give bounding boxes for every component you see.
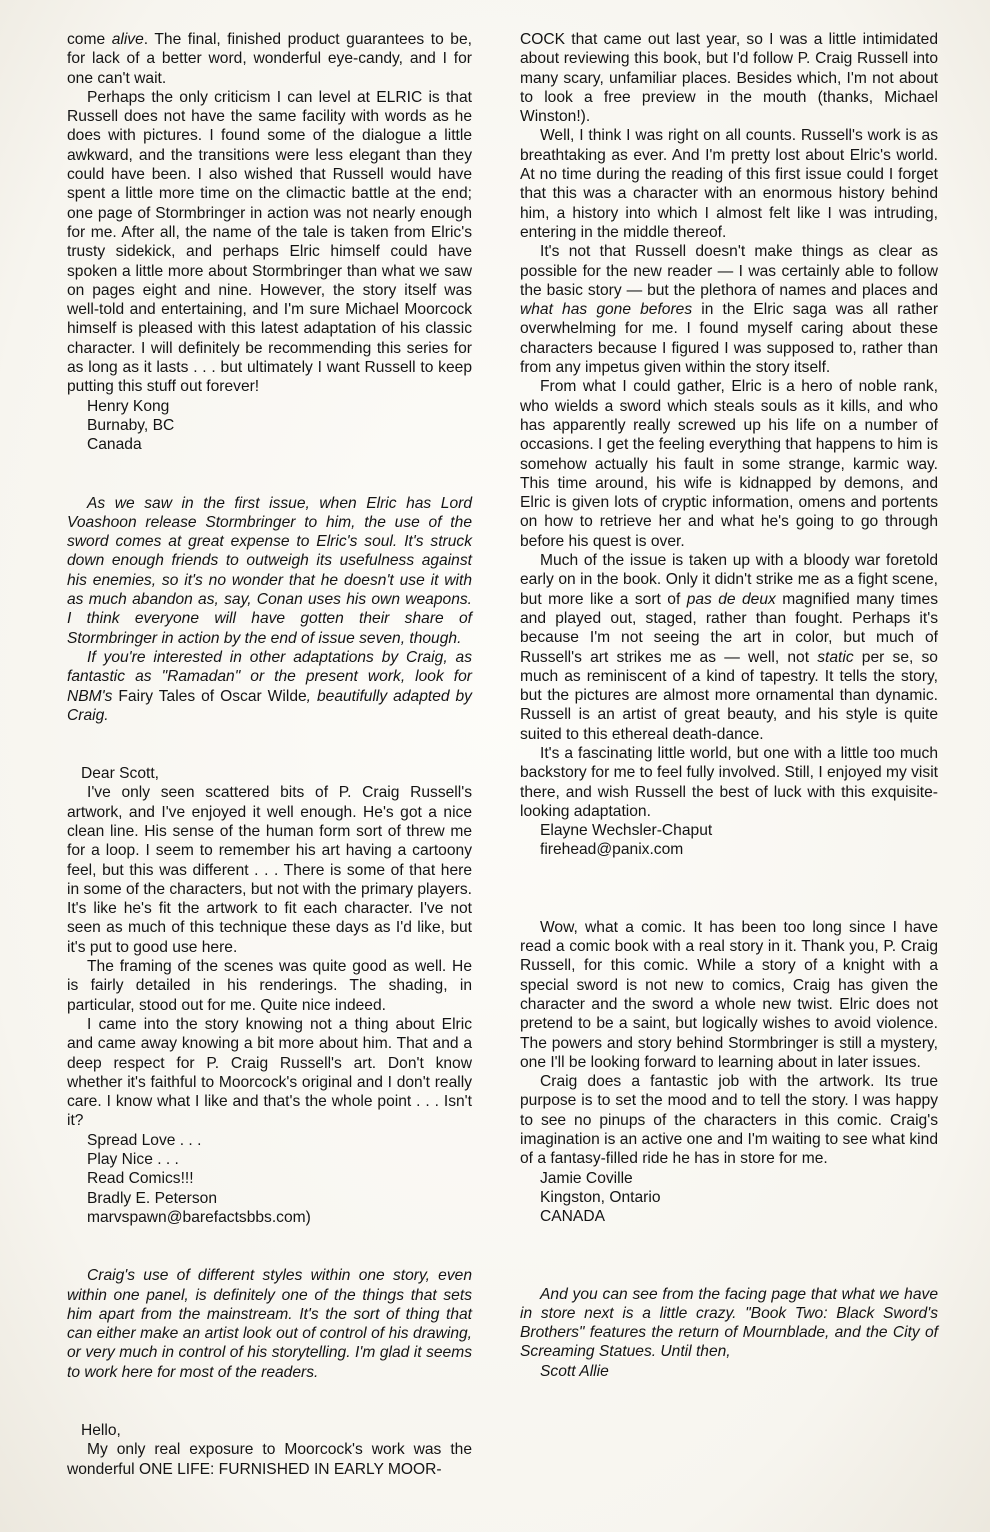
signature-location: Burnaby, BC — [87, 416, 175, 434]
reply-paragraph: Craig's use of different styles within one story, even within one panel, is definitely one of the things that sets him apart from the mainstream. It's the sort of thing that can either make an artist look out of control of his drawing, or very much in control of his storytelling. I'm glad it seems to work here for most of the readers. — [67, 1267, 472, 1381]
letter-wechsler-start — [67, 1421, 472, 1479]
letter-paragraph: Much of the issue is taken up with a bloody war foretold early on in the book. Only it didn't strike me as a fight scene, but more like a sort of pas de deux magnified many times and played out, staged, rather than fought. Perhaps it's because I'm not seeing the art in color, but much of Russell's art strikes me as — well, not static per se, so much as reminiscent of a kind of tapestry. It tells the story, but the pictures are almost more ornamental than dynamic. Russell is an artist of great beauty, and his style is quite suited to this ethereal death-dance. — [520, 552, 938, 743]
letter-paragraph: It's a fascinating little world, but one with a little too much backstory for me to feel fully involved. Still, I enjoyed my visit there, and wish Russell the best of luck with this exquisite-looking adaptation. — [520, 744, 938, 820]
signature-email: marvspawn@barefactsbbs.com) — [87, 1208, 311, 1226]
letter-paragraph: The framing of the scenes was quite good as well. He is fairly detailed in his renderings. The shading, in particular, stood out for me. Quite nice indeed. — [67, 958, 472, 1014]
signature-name: Jamie Coville — [540, 1169, 633, 1187]
salutation: Hello, — [81, 1422, 121, 1439]
signoff-line: Read Comics!!! — [87, 1170, 194, 1188]
signoff-line: Spread Love . . . — [87, 1131, 202, 1149]
signature-name: Bradly E. Peterson — [87, 1189, 218, 1207]
salutation: Dear Scott, — [81, 765, 159, 783]
signature-email: firehead@panix.com — [540, 841, 684, 859]
letter-bradly-peterson — [67, 764, 472, 1227]
letter-paragraph: come alive. The final, finished product guarantees to be, for lack of a better word, wonderful eye-candy, and I for one can't wait. — [67, 31, 472, 87]
letter-paragraph: It's not that Russell doesn't make things as clear as possible for the new reader — I was certainly able to follow the basic story — but the plethora of names and places and what has gone befores in the Elric saga was all rather overwhelming for me. I found myself caring about these characters because I figured I was supposed to, rather than from any impetus given within the story itself. — [520, 243, 939, 377]
letter-paragraph: From what I could gather, Elric is a hero of noble rank, who wields a sword which steals souls as it kills, and who has apparently really screwed up his life on a number of occasions. I get the feeling everything that happens to him is somehow actually his fault in some strange, karmic way. This time around, his wife is kidnapped by demons, and Elric is given lots of cryptic information, omens and portents on how to retrieve her and what he's going to go through before his quest is over. — [520, 378, 938, 550]
letter-paragraph: I've only seen scattered bits of P. Craig Russell's artwork, and I've enjoyed it well enough. He's got a nice clean line. His sense of the human form sort of threw me for a loop. I seem to remember his art having a cartoony feel, but this was different . . . There is some of that here in some of the characters, but not with the primary players. It's like he's fit the artwork to fit each character. I've not seen as much of this technique these days as I'd like, but it's put to good use here. — [67, 784, 472, 956]
reply-paragraph: And you can see from the facing page that what we have in store next is a little crazy. "Book Two: Black Sword's Brothers" features the return of Mournblade, and the City of Screaming Statues. Until then, — [520, 1285, 938, 1361]
signature-location: Kingston, Ontario — [540, 1188, 661, 1206]
left-column — [67, 30, 472, 1479]
letter-paragraph: Well, I think I was right on all counts. Russell's work is as breathtaking as ever. And I'm pretty lost about Elric's world. At no time during the reading of this first issue could I forget that this was a character with an enormous history behind him, a history into which I almost felt like I was intruding, entering in the middle thereof. — [520, 127, 938, 241]
signoff-line: Play Nice . . . — [87, 1151, 179, 1169]
letter-paragraph: Wow, what a comic. It has been too long since I have read a comic book with a real story in it. Thank you, P. Craig Russell, for this comic. While a story of a knight with a special sword is not new to comics, Craig has given the character and the sword a whole new twist. Elric does not pretend to be a saint, but logically wishes to avoid violence. The powers and story behind Stormbringer is still a mystery, one I'll be looking forward to learning about in later issues. — [520, 918, 938, 1071]
letter-paragraph: I came into the story knowing not a thing about Elric and came away knowing a bit more about him. That and a deep respect for P. Craig Russell's art. Don't know whether it's faithful to Moorcock's original and I don't really care. I know what I like and that's the whole point . . . Isn't it? — [67, 1015, 472, 1130]
reply-paragraph: As we saw in the first issue, when Elric has Lord Voashoon release Stormbringer to him, the use of the sword comes at great expense to Elric's soul. It's struck down enough friends to outweigh its usefulness against his enemies, so it's no wonder that he doesn't use it with as much abandon as, say, Conan uses his own weapons. I think everyone will have gotten their share of Stormbringer in action by the end of issue seven, though. — [67, 494, 472, 647]
letter-henry-kong — [67, 30, 472, 455]
letter-paragraph: Craig does a fantastic job with the artwork. Its true purpose is to set the mood and to tell the story. I was happy to see no pinups of the characters in this comic. Craig's imagination is an active one and I'm waiting to see what kind of a fantasy-filled ride he has in store for me. — [520, 1073, 938, 1168]
right-column — [520, 30, 938, 1381]
letter-paragraph: COCK that came out last year, so I was a little intimidated about reviewing this book, but I'd follow P. Craig Russell into many scary, unfamiliar places. Besides which, I'm not about to look a free preview in the mouth (thanks, Michael Winston!). — [520, 31, 938, 126]
editor-reply-2 — [67, 1266, 472, 1382]
signature-country: CANADA — [540, 1208, 605, 1226]
editor-signature: Scott Allie — [540, 1362, 609, 1380]
letter-paragraph: My only real exposure to Moorcock's work was the wonderful ONE LIFE: FURNISHED IN EARLY MOOR- — [67, 1441, 472, 1478]
reply-paragraph: If you're interested in other adaptations by Craig, as fantastic as "Ramadan" or the present work, look for NBM's Fairy Tales of Oscar Wilde, beautifully adapted by Craig. — [67, 648, 472, 724]
editor-reply-1 — [67, 494, 472, 726]
letter-elayne-wechsler-chaput — [520, 30, 938, 860]
letter-jamie-coville — [520, 918, 938, 1227]
signature-country: Canada — [87, 436, 142, 454]
letter-paragraph: Perhaps the only criticism I can level at ELRIC is that Russell does not have the same facility with words as he does with pictures. I found some of the dialogue a little awkward, and the transitions were less elegant than they could have been. I also wished that Russell would have spent a little more time on the climactic battle at the end; one page of Stormbringer in action was not nearly enough for me. After all, the name of the tale is taken from Elric's trusty sidekick, and perhaps Elric himself could have spoken a little more about Stormbringer than what we saw on pages eight and nine. However, the story itself was well-told and entertaining, and I'm sure Michael Moorcock himself is pleased with this latest adaptation of his classic character. I will definitely be recommending this series for as long as it lasts . . . but ultimately I want Russell to keep putting this stuff out forever! — [67, 88, 472, 396]
signature-name: Elayne Wechsler-Chaput — [540, 822, 713, 840]
editor-reply-3 — [520, 1285, 938, 1381]
signature-name: Henry Kong — [87, 397, 170, 415]
